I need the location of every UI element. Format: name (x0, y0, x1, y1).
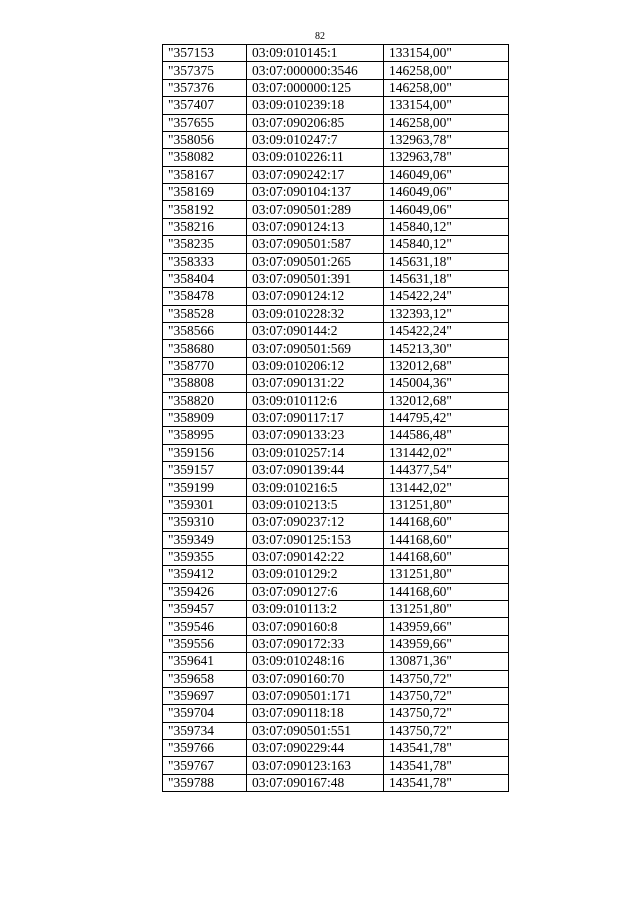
value-cell: 133154,00" (384, 97, 509, 114)
cadastral-number-cell: 03:07:000000:125 (247, 79, 384, 96)
value-cell: 131442,02" (384, 444, 509, 461)
value-cell: 144377,54" (384, 462, 509, 479)
cadastral-number-cell: 03:07:090104:137 (247, 184, 384, 201)
record-id-cell: "359734 (163, 722, 247, 739)
cadastral-number-cell: 03:09:010129:2 (247, 566, 384, 583)
table-row (163, 62, 509, 79)
table-row (163, 705, 509, 722)
cadastral-number-cell: 03:07:090131:22 (247, 375, 384, 392)
record-id-cell: "359658 (163, 670, 247, 687)
cadastral-number-cell: 03:07:090144:2 (247, 323, 384, 340)
value-cell: 132012,68" (384, 357, 509, 374)
value-cell: 146258,00" (384, 114, 509, 131)
table-row (163, 305, 509, 322)
value-cell: 143541,78" (384, 757, 509, 774)
cadastral-number-cell: 03:07:090501:265 (247, 253, 384, 270)
table-row (163, 444, 509, 461)
cadastral-number-cell: 03:09:010228:32 (247, 305, 384, 322)
table-row (163, 740, 509, 757)
value-cell: 143959,66" (384, 635, 509, 652)
value-cell: 146258,00" (384, 62, 509, 79)
value-cell: 132393,12" (384, 305, 509, 322)
cadastral-number-cell: 03:07:090237:12 (247, 514, 384, 531)
table-row (163, 149, 509, 166)
record-id-cell: "358808 (163, 375, 247, 392)
cadastral-number-cell: 03:07:090125:153 (247, 531, 384, 548)
table-row (163, 288, 509, 305)
record-id-cell: "359704 (163, 705, 247, 722)
record-id-cell: "359156 (163, 444, 247, 461)
cadastral-number-cell: 03:07:090123:163 (247, 757, 384, 774)
table-row (163, 184, 509, 201)
cadastral-number-cell: 03:09:010226:11 (247, 149, 384, 166)
table-row (163, 218, 509, 235)
value-cell: 132012,68" (384, 392, 509, 409)
record-id-cell: "358680 (163, 340, 247, 357)
record-id-cell: "357407 (163, 97, 247, 114)
record-id-cell: "358167 (163, 166, 247, 183)
table-row (163, 618, 509, 635)
cadastral-number-cell: 03:09:010248:16 (247, 653, 384, 670)
value-cell: 143959,66" (384, 618, 509, 635)
table-row (163, 462, 509, 479)
cadastral-number-cell: 03:07:090133:23 (247, 427, 384, 444)
value-cell: 144168,60" (384, 583, 509, 600)
table-row (163, 757, 509, 774)
record-id-cell: "358820 (163, 392, 247, 409)
record-id-cell: "359766 (163, 740, 247, 757)
cadastral-number-cell: 03:09:010113:2 (247, 601, 384, 618)
value-cell: 132963,78" (384, 131, 509, 148)
cadastral-number-cell: 03:07:090117:17 (247, 409, 384, 426)
table-row (163, 45, 509, 62)
value-cell: 145004,36" (384, 375, 509, 392)
value-cell: 144168,60" (384, 548, 509, 565)
table-row (163, 687, 509, 704)
record-id-cell: "359301 (163, 496, 247, 513)
record-id-cell: "358909 (163, 409, 247, 426)
cadastral-number-cell: 03:07:090501:289 (247, 201, 384, 218)
value-cell: 130871,36" (384, 653, 509, 670)
cadastral-number-cell: 03:07:090127:6 (247, 583, 384, 600)
record-id-cell: "358082 (163, 149, 247, 166)
table-row (163, 114, 509, 131)
value-cell: 131251,80" (384, 566, 509, 583)
value-cell: 146049,06" (384, 184, 509, 201)
table-row (163, 357, 509, 374)
table-row (163, 236, 509, 253)
table-row (163, 97, 509, 114)
value-cell: 145631,18" (384, 270, 509, 287)
value-cell: 131442,02" (384, 479, 509, 496)
cadastral-number-cell: 03:07:090242:17 (247, 166, 384, 183)
cadastral-number-cell: 03:07:090124:12 (247, 288, 384, 305)
cadastral-number-cell: 03:09:010247:7 (247, 131, 384, 148)
cadastral-number-cell: 03:09:010206:12 (247, 357, 384, 374)
cadastral-number-cell: 03:07:090172:33 (247, 635, 384, 652)
value-cell: 145213,30" (384, 340, 509, 357)
value-cell: 143541,78" (384, 774, 509, 791)
value-cell: 146049,06" (384, 201, 509, 218)
record-id-cell: "359767 (163, 757, 247, 774)
cadastral-number-cell: 03:09:010145:1 (247, 45, 384, 62)
record-id-cell: "359788 (163, 774, 247, 791)
record-id-cell: "359199 (163, 479, 247, 496)
cadastral-number-cell: 03:07:090124:13 (247, 218, 384, 235)
table-row (163, 653, 509, 670)
value-cell: 133154,00" (384, 45, 509, 62)
table-row (163, 548, 509, 565)
cadastral-number-cell: 03:09:010112:6 (247, 392, 384, 409)
value-cell: 145422,24" (384, 323, 509, 340)
cadastral-number-cell: 03:09:010213:5 (247, 496, 384, 513)
value-cell: 146258,00" (384, 79, 509, 96)
value-cell: 146049,06" (384, 166, 509, 183)
table-row (163, 583, 509, 600)
record-id-cell: "358404 (163, 270, 247, 287)
record-id-cell: "359546 (163, 618, 247, 635)
table-row (163, 514, 509, 531)
cadastral-number-cell: 03:07:000000:3546 (247, 62, 384, 79)
record-id-cell: "359641 (163, 653, 247, 670)
table-row (163, 375, 509, 392)
record-id-cell: "359310 (163, 514, 247, 531)
record-id-cell: "359697 (163, 687, 247, 704)
value-cell: 131251,80" (384, 601, 509, 618)
table-row (163, 774, 509, 791)
cadastral-number-cell: 03:07:090501:171 (247, 687, 384, 704)
record-id-cell: "359426 (163, 583, 247, 600)
value-cell: 143750,72" (384, 705, 509, 722)
value-cell: 144586,48" (384, 427, 509, 444)
value-cell: 145631,18" (384, 253, 509, 270)
record-id-cell: "358235 (163, 236, 247, 253)
record-id-cell: "358566 (163, 323, 247, 340)
record-id-cell: "358192 (163, 201, 247, 218)
cadastral-number-cell: 03:09:010257:14 (247, 444, 384, 461)
table-row (163, 566, 509, 583)
cadastral-number-cell: 03:07:090206:85 (247, 114, 384, 131)
cadastral-number-cell: 03:07:090501:551 (247, 722, 384, 739)
table-row (163, 670, 509, 687)
record-id-cell: "358528 (163, 305, 247, 322)
record-id-cell: "357153 (163, 45, 247, 62)
value-cell: 132963,78" (384, 149, 509, 166)
record-id-cell: "358333 (163, 253, 247, 270)
record-id-cell: "358169 (163, 184, 247, 201)
record-id-cell: "358995 (163, 427, 247, 444)
table-row (163, 253, 509, 270)
value-cell: 145840,12" (384, 218, 509, 235)
table-row (163, 166, 509, 183)
table-row (163, 635, 509, 652)
table-row (163, 427, 509, 444)
cadastral-number-cell: 03:07:090118:18 (247, 705, 384, 722)
record-id-cell: "359412 (163, 566, 247, 583)
record-id-cell: "357376 (163, 79, 247, 96)
cadastral-number-cell: 03:07:090160:70 (247, 670, 384, 687)
cadastral-number-cell: 03:07:090142:22 (247, 548, 384, 565)
cadastral-number-cell: 03:09:010239:18 (247, 97, 384, 114)
record-id-cell: "359349 (163, 531, 247, 548)
table-row (163, 496, 509, 513)
cadastral-number-cell: 03:07:090501:587 (247, 236, 384, 253)
value-cell: 143750,72" (384, 670, 509, 687)
table-row (163, 323, 509, 340)
value-cell: 145422,24" (384, 288, 509, 305)
table-row (163, 479, 509, 496)
cadastral-number-cell: 03:07:090160:8 (247, 618, 384, 635)
table-row (163, 270, 509, 287)
record-id-cell: "358216 (163, 218, 247, 235)
table-row (163, 131, 509, 148)
table-row (163, 392, 509, 409)
record-id-cell: "359355 (163, 548, 247, 565)
value-cell: 144168,60" (384, 514, 509, 531)
value-cell: 131251,80" (384, 496, 509, 513)
record-id-cell: "359556 (163, 635, 247, 652)
value-cell: 143541,78" (384, 740, 509, 757)
value-cell: 144168,60" (384, 531, 509, 548)
cadastral-number-cell: 03:07:090229:44 (247, 740, 384, 757)
record-id-cell: "357655 (163, 114, 247, 131)
record-id-cell: "357375 (163, 62, 247, 79)
table-body (163, 45, 509, 792)
cadastral-number-cell: 03:07:090501:569 (247, 340, 384, 357)
table-row (163, 79, 509, 96)
record-id-cell: "358770 (163, 357, 247, 374)
table-row (163, 340, 509, 357)
cadastral-number-cell: 03:07:090139:44 (247, 462, 384, 479)
value-cell: 145840,12" (384, 236, 509, 253)
value-cell: 144795,42" (384, 409, 509, 426)
table-row (163, 409, 509, 426)
value-cell: 143750,72" (384, 687, 509, 704)
cadastral-number-cell: 03:07:090167:48 (247, 774, 384, 791)
table-row (163, 722, 509, 739)
table-row (163, 601, 509, 618)
data-table (162, 44, 509, 792)
record-id-cell: "359157 (163, 462, 247, 479)
table-row (163, 531, 509, 548)
value-cell: 143750,72" (384, 722, 509, 739)
record-id-cell: "359457 (163, 601, 247, 618)
cadastral-number-cell: 03:07:090501:391 (247, 270, 384, 287)
record-id-cell: "358478 (163, 288, 247, 305)
page-number: 82 (315, 31, 325, 42)
cadastral-number-cell: 03:09:010216:5 (247, 479, 384, 496)
table-row (163, 201, 509, 218)
record-id-cell: "358056 (163, 131, 247, 148)
